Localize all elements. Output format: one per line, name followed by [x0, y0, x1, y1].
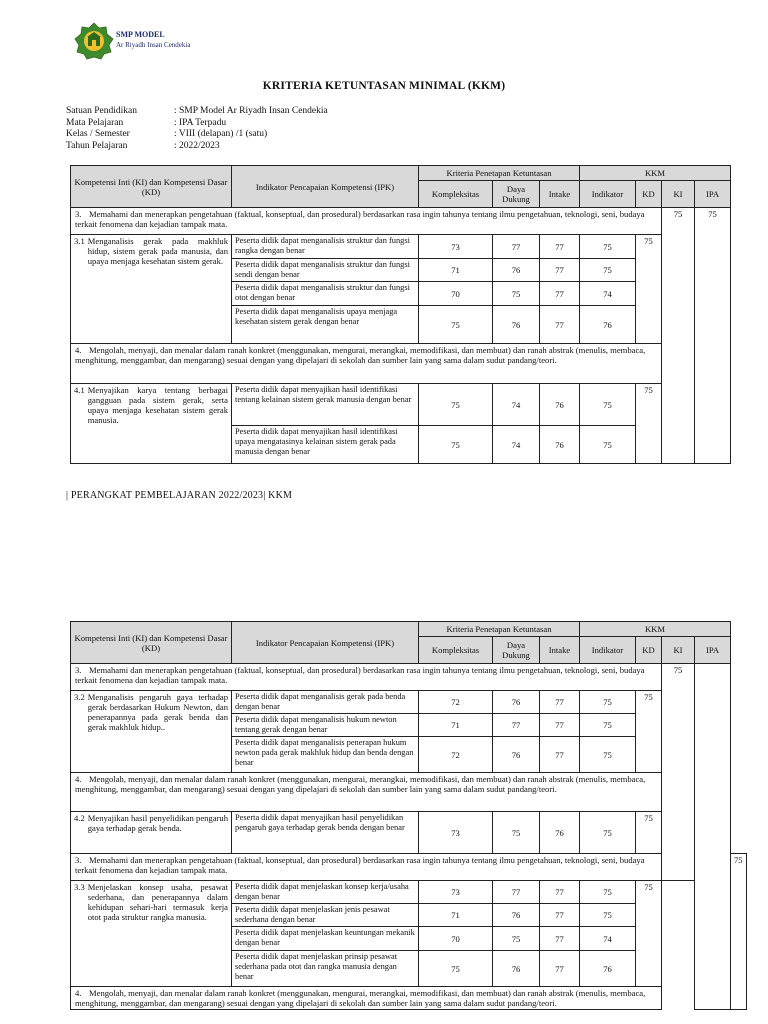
kompleksitas-value: 73 — [419, 812, 493, 854]
header-intake: Intake — [540, 181, 580, 208]
daya-dukung-value: 76 — [493, 904, 540, 927]
ipa-kkm-value: 75 — [695, 208, 731, 464]
ipk-cell: Peserta didik dapat menjelaskan konsep kerja/usaha dengan benar — [232, 881, 419, 904]
ki4-row — [71, 344, 662, 384]
ki-kkm-value: 75 — [662, 208, 695, 464]
header-ki-kd: Kompetensi Inti (KI) dan Kompetensi Dasar (KD) — [71, 166, 232, 208]
ki3-row — [71, 208, 662, 235]
ipk-cell: Peserta didik dapat menjelaskan jenis pesawat sederhana dengan benar — [232, 904, 419, 927]
kd-kkm-value: 75 — [636, 881, 662, 987]
ki4-text: Mengolah, menyaji, dan menalar dalam ranah konkret (menggunakan, mengurai, merangkai, memodifikasi, dan membuat) dan ranah abstrak (menulis, membaca, menghitung, menggambar, dan mengarang) sesuai dengan yang dipelajari di sekolah dan sumber lain yang sama dalam sudut pandang/teori. — [75, 774, 646, 794]
indikator-value: 74 — [580, 927, 636, 951]
kompleksitas-value: 70 — [419, 282, 493, 306]
kompleksitas-value: 70 — [419, 927, 493, 951]
daya-dukung-value: 76 — [493, 259, 540, 282]
ki-number: 4. — [75, 774, 82, 784]
indikator-value: 75 — [580, 426, 636, 464]
ki-kkm-value: 75 — [662, 664, 695, 881]
intake-value: 77 — [540, 235, 580, 259]
kkm-table-2 — [70, 621, 747, 1010]
info-label: Tahun Pelajaran — [66, 140, 128, 151]
indikator-value: 74 — [580, 282, 636, 306]
kd-code: 3.3 — [74, 882, 85, 892]
kd-4-1-cell — [71, 384, 232, 464]
intake-value: 77 — [540, 881, 580, 904]
ipk-cell: Peserta didik dapat menganalisis gerak pada benda dengan benar — [232, 691, 419, 714]
intake-value: 77 — [540, 927, 580, 951]
ki4-text: Mengolah, menyaji, dan menalar dalam ranah konkret (menggunakan, mengurai, merangkai, memodifikasi, dan membuat) dan ranah abstrak (menulis, membaca, menghitung, menggambar, dan mengarang) sesuai dengan yang dipelajari di sekolah dan sumber lain yang sama dalam sudut pandang/teori. — [75, 345, 646, 365]
ki3-text: Memahami dan menerapkan pengetahuan (faktual, konseptual, dan prosedural) berdasarkan rasa ingin tahunya tentang ilmu pengetahuan, teknologi, seni, budaya terkait fenomena dan kejadian tampak mata. — [75, 209, 645, 229]
daya-dukung-value: 77 — [493, 881, 540, 904]
document-info — [66, 106, 328, 152]
kd-code: 3.1 — [74, 236, 85, 246]
ki-kkm-value: 75 — [731, 854, 747, 1010]
info-value: : SMP Model Ar Riyadh Insan Cendekia — [174, 106, 328, 116]
ipk-cell: Peserta didik dapat menganalisis struktur dan fungsi rangka dengan benar — [232, 235, 419, 259]
daya-dukung-value: 75 — [493, 927, 540, 951]
header-ipa: IPA — [695, 181, 731, 208]
kd-text: Menganalisis gerak pada makhluk hidup, sistem gerak pada manusia, dan upaya menjaga kesehatan sistem gerak. — [87, 236, 228, 266]
ipk-cell: Peserta didik dapat menganalisis struktur dan fungsi sendi dengan benar — [232, 259, 419, 282]
daya-dukung-value: 76 — [493, 306, 540, 344]
kd-kkm-value: 75 — [636, 812, 662, 854]
ki3-row — [71, 664, 662, 691]
kd-text: Menyajikan hasil penyelidikan pengaruh gaya terhadap gerak benda. — [87, 813, 228, 833]
header-indikator: Indikator — [580, 181, 636, 208]
intake-value: 76 — [540, 384, 580, 426]
kompleksitas-value: 71 — [419, 714, 493, 737]
kd-3-2-cell — [71, 691, 232, 773]
page-footer: | PERANGKAT PEMBELAJARAN 2022/2023| KKM — [66, 490, 293, 501]
header-kd: KD — [636, 637, 662, 664]
ki-number: 3. — [75, 855, 82, 865]
ki3-text: Memahami dan menerapkan pengetahuan (faktual, konseptual, dan prosedural) berdasarkan rasa ingin tahunya tentang ilmu pengetahuan, teknologi, seni, budaya terkait fenomena dan kejadian tampak mata. — [75, 665, 645, 685]
ki4-row — [71, 987, 662, 1010]
header-kriteria: Kriteria Penetapan Ketuntasan — [419, 622, 580, 637]
indikator-value: 75 — [580, 691, 636, 714]
header-ipk: Indikator Pencapaian Kompetensi (IPK) — [232, 166, 419, 208]
kompleksitas-value: 75 — [419, 426, 493, 464]
indikator-value: 75 — [580, 812, 636, 854]
ipa-kkm-cell — [695, 664, 731, 1010]
ipk-cell: Peserta didik dapat menjelaskan prinsip pesawat sederhana pada otot dan rangka manusia dengan benar — [232, 951, 419, 987]
indikator-value: 76 — [580, 306, 636, 344]
intake-value: 77 — [540, 306, 580, 344]
header-kkm: KKM — [580, 166, 731, 181]
header-ipk: Indikator Pencapaian Kompetensi (IPK) — [232, 622, 419, 664]
kd-kkm-value: 75 — [636, 235, 662, 344]
indikator-value: 76 — [580, 951, 636, 987]
intake-value: 76 — [540, 426, 580, 464]
info-row — [66, 129, 328, 141]
ipk-cell: Peserta didik dapat menyajikan hasil penyelidikan pengaruh gaya terhadap gerak benda dengan benar — [232, 812, 419, 854]
kompleksitas-value: 73 — [419, 235, 493, 259]
kompleksitas-value: 71 — [419, 259, 493, 282]
intake-value: 77 — [540, 904, 580, 927]
ki-number: 4. — [75, 988, 82, 998]
ipk-cell: Peserta didik dapat menganalisis hukum newton tentang gerak dengan benar — [232, 714, 419, 737]
info-row — [66, 106, 328, 118]
header-daya-dukung: Daya Dukung — [493, 637, 540, 664]
kd-3-1-cell — [71, 235, 232, 344]
header-ki: KI — [662, 181, 695, 208]
ipk-cell: Peserta didik dapat menganalisis penerapan hukum newton pada gerak makhluk hidup dan benda dengan benar — [232, 737, 419, 773]
kd-kkm-value: 75 — [636, 384, 662, 464]
header-kompleksitas: Kompleksitas — [419, 637, 493, 664]
header-kriteria: Kriteria Penetapan Ketuntasan — [419, 166, 580, 181]
header-ki: KI — [662, 637, 695, 664]
intake-value: 77 — [540, 259, 580, 282]
kd-kkm-value: 75 — [636, 691, 662, 773]
kd-code: 3.2 — [74, 692, 85, 702]
daya-dukung-value: 76 — [493, 691, 540, 714]
indikator-value: 75 — [580, 881, 636, 904]
school-logo-subtext: Ar Riyadh Insan Cendekia — [116, 41, 191, 49]
ipk-cell: Peserta didik dapat menjelaskan keuntungan mekanik dengan benar — [232, 927, 419, 951]
info-value: : 2022/2023 — [174, 140, 220, 151]
ki-number: 4. — [75, 345, 82, 355]
daya-dukung-value: 76 — [493, 951, 540, 987]
daya-dukung-value: 77 — [493, 235, 540, 259]
indikator-value: 75 — [580, 714, 636, 737]
info-label: Satuan Pendidikan — [66, 106, 137, 116]
info-row — [66, 118, 328, 130]
daya-dukung-value: 74 — [493, 426, 540, 464]
ki4-text: Mengolah, menyaji, dan menalar dalam ranah konkret (menggunakan, mengurai, merangkai, memodifikasi, dan membuat) dan ranah abstrak (menulis, membaca, menghitung, menggambar, dan mengarang) sesuai dengan yang dipelajari di sekolah dan sumber lain yang sama dalam sudut pandang/teori. — [75, 988, 646, 1008]
indikator-value: 75 — [580, 737, 636, 773]
kompleksitas-value: 71 — [419, 904, 493, 927]
header-kompleksitas: Kompleksitas — [419, 181, 493, 208]
header-intake: Intake — [540, 637, 580, 664]
ipk-cell: Peserta didik dapat menganalisis struktur dan fungsi otot dengan benar — [232, 282, 419, 306]
kompleksitas-value: 73 — [419, 881, 493, 904]
daya-dukung-value: 77 — [493, 714, 540, 737]
kompleksitas-value: 75 — [419, 384, 493, 426]
info-row — [66, 141, 328, 153]
kd-code: 4.1 — [74, 385, 85, 395]
kd-code: 4.2 — [74, 813, 85, 823]
ki3-row — [71, 854, 662, 881]
intake-value: 77 — [540, 737, 580, 773]
header-ipa: IPA — [695, 637, 731, 664]
daya-dukung-value: 76 — [493, 737, 540, 773]
info-value: : IPA Terpadu — [174, 117, 227, 128]
indikator-value: 75 — [580, 384, 636, 426]
document-title: KRITERIA KETUNTASAN MINIMAL (KKM) — [262, 80, 506, 92]
kd-text: Menjelaskan konsep usaha, pesawat sederhana, dan penerapannya dalam kehidupan sehari-hari termasuk kerja otot pada struktur rangka manusia. — [87, 882, 228, 922]
kd-text: Menyajikan karya tentang berbagai gangguan pada sistem gerak, serta upaya menjaga kesehatan sistem gerak manusia. — [87, 385, 228, 425]
ipk-cell: Peserta didik dapat menyajikan hasil identifikasi tentang kelainan sistem gerak manusia dengan benar — [232, 384, 419, 426]
kd-text: Menganalisis pengaruh gaya terhadap gerak berdasarkan Hukum Newton, dan penerapannya pada gerak benda dan gerak makhluk hidup.. — [87, 692, 228, 732]
info-value: : VIII (delapan) /1 (satu) — [174, 129, 268, 140]
intake-value: 77 — [540, 714, 580, 737]
document-page-2 — [0, 560, 768, 1024]
intake-value: 77 — [540, 691, 580, 714]
indikator-value: 75 — [580, 259, 636, 282]
kompleksitas-value: 72 — [419, 737, 493, 773]
ki3-text: Memahami dan menerapkan pengetahuan (faktual, konseptual, dan prosedural) berdasarkan rasa ingin tahunya tentang ilmu pengetahuan, teknologi, seni, budaya terkait fenomena dan kejadian tampak mata. — [75, 855, 645, 875]
school-logo-icon — [74, 22, 114, 60]
info-label: Kelas / Semester — [66, 129, 130, 140]
header-ki-kd: Kompetensi Inti (KI) dan Kompetensi Dasar (KD) — [71, 622, 232, 664]
intake-value: 77 — [540, 282, 580, 306]
ki-number: 3. — [75, 209, 82, 219]
indikator-value: 75 — [580, 235, 636, 259]
header-kd: KD — [636, 181, 662, 208]
ki-number: 3. — [75, 665, 82, 675]
daya-dukung-value: 75 — [493, 282, 540, 306]
info-label: Mata Pelajaran — [66, 117, 124, 128]
school-logo-text: SMP MODEL — [116, 30, 165, 39]
kkm-table-1 — [70, 165, 731, 464]
kd-4-2-cell — [71, 812, 232, 854]
kompleksitas-value: 75 — [419, 306, 493, 344]
daya-dukung-value: 75 — [493, 812, 540, 854]
header-daya-dukung: Daya Dukung — [493, 181, 540, 208]
header-indikator: Indikator — [580, 637, 636, 664]
kompleksitas-value: 72 — [419, 691, 493, 714]
ipk-cell: Peserta didik dapat menyajikan hasil identifikasi upaya mengatasinya kelainan sistem gerak pada manusia dengan benar — [232, 426, 419, 464]
ki4-row — [71, 773, 662, 812]
kompleksitas-value: 75 — [419, 951, 493, 987]
header-kkm: KKM — [580, 622, 731, 637]
intake-value: 77 — [540, 951, 580, 987]
indikator-value: 75 — [580, 904, 636, 927]
daya-dukung-value: 74 — [493, 384, 540, 426]
intake-value: 76 — [540, 812, 580, 854]
kd-3-3-cell — [71, 881, 232, 987]
ipk-cell: Peserta didik dapat menganalisis upaya menjaga kesehatan sistem gerak dengan benar — [232, 306, 419, 344]
